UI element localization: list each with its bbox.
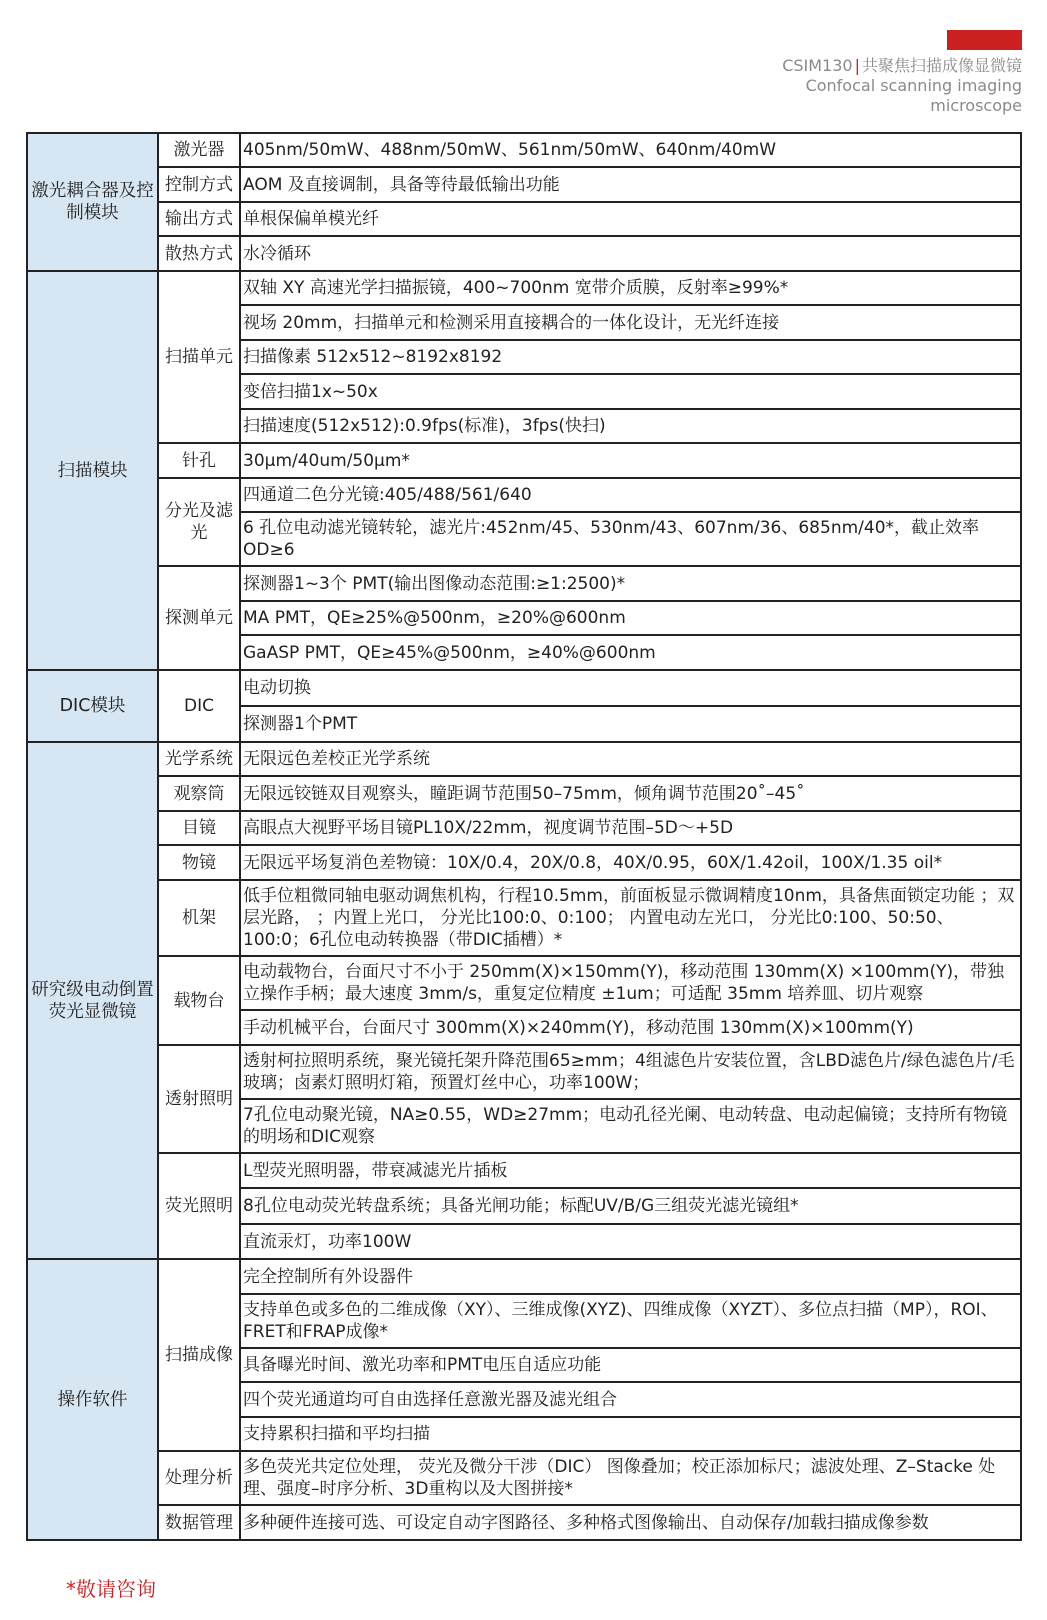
sub-cell: 扫描单元: [158, 271, 240, 443]
title-en-line-2: microscope: [930, 96, 1022, 115]
sub-cell: 物镜: [158, 845, 240, 880]
table-row: [27, 167, 1021, 202]
value-cell: 8孔位电动荧光转盘系统；具备光闸功能；标配UV/B/G三组荧光滤光镜组*: [240, 1188, 1021, 1224]
value-cell: 手动机械平台，台面尺寸 300mm(X)×240mm(Y)，移动范围 130mm(X)×100mm(Y): [240, 1010, 1021, 1045]
value-cell: 探测器1~3个 PMT(输出图像动态范围:≥1:2500)*: [240, 566, 1021, 601]
sub-cell: 荧光照明: [158, 1153, 240, 1259]
table-row: [27, 1259, 1021, 1294]
table-row: [27, 566, 1021, 601]
value-cell: 多色荧光共定位处理， 荧光及微分干涉（DIC） 图像叠加；校正添加标尺；滤波处理、Z–Stacke 处理、强度–时序分析、3D重构以及大图拼接*: [240, 1451, 1021, 1505]
table-row: [27, 133, 1021, 167]
table-row: [27, 811, 1021, 845]
value-cell: 405nm/50mW、488nm/50mW、561nm/50mW、640nm/40mW: [240, 133, 1021, 167]
title-separator: |: [854, 56, 860, 75]
value-cell: 视场 20mm，扫描单元和检测采用直接耦合的一体化设计，无光纤连接: [240, 305, 1021, 340]
sub-cell: 观察筒: [158, 776, 240, 811]
sub-cell: 激光器: [158, 133, 240, 167]
value-cell: 变倍扫描1x~50x: [240, 374, 1021, 409]
value-cell: 完全控制所有外设器件: [240, 1259, 1021, 1294]
value-cell: 具备曝光时间、激光功率和PMT电压自适应功能: [240, 1348, 1021, 1382]
value-cell: 高眼点大视野平场目镜PL10X/22mm，视度调节范围–5D～+5D: [240, 811, 1021, 845]
sub-cell: 透射照明: [158, 1045, 240, 1153]
title-cn: 共聚焦扫描成像显微镜: [861, 56, 1022, 75]
value-cell: 6 孔位电动滤光镜转轮，滤光片:452nm/45、530nm/43、607nm/36、685nm/40*，截止效率 OD≥6: [240, 512, 1021, 566]
sub-cell: 机架: [158, 880, 240, 956]
table-row: [27, 956, 1021, 1010]
table-row: [27, 202, 1021, 236]
value-cell: 7孔位电动聚光镜，NA≥0.55，WD≥27mm；电动孔径光阑、电动转盘、电动起偏镜；支持所有物镜的明场和DIC观察: [240, 1099, 1021, 1153]
table-row: [27, 670, 1021, 706]
value-cell: 低手位粗微同轴电驱动调焦机构，行程10.5mm，前面板显示微调精度10nm，具备焦面锁定功能 ；双层光路， ；内置上光口， 分光比100:0、0:100； 内置电动左光口， 分光比0:100、50:50、100:0；6孔位电动转换器（带DIC插槽）*: [240, 880, 1021, 956]
sub-cell: 探测单元: [158, 566, 240, 670]
table-row: [27, 478, 1021, 512]
value-cell: 扫描像素 512x512~8192x8192: [240, 340, 1021, 374]
sub-cell: 扫描成像: [158, 1259, 240, 1451]
sub-cell: 载物台: [158, 956, 240, 1045]
value-cell: 四通道二色分光镜:405/488/561/640: [240, 478, 1021, 512]
footnote: *敬请咨询: [66, 1577, 156, 1601]
table-row: [27, 1505, 1021, 1540]
value-cell: 单根保偏单模光纤: [240, 202, 1021, 236]
header-model-line: [782, 56, 1022, 76]
value-cell: 无限远色差校正光学系统: [240, 742, 1021, 776]
table-row: [27, 742, 1021, 776]
value-cell: 无限远铰链双目观察头，瞳距调节范围50–75mm，倾角调节范围20˚–45˚: [240, 776, 1021, 811]
value-cell: 探测器1个PMT: [240, 706, 1021, 742]
value-cell: 支持单色或多色的二维成像（XY）、三维成像(XYZ)、四维成像（XYZT）、多位点扫描（MP），ROI、FRET和FRAP成像*: [240, 1294, 1021, 1348]
value-cell: L型荧光照明器，带衰减滤光片插板: [240, 1153, 1021, 1188]
value-cell: AOM 及直接调制，具备等待最低输出功能: [240, 167, 1021, 202]
brand-accent-bar: [947, 30, 1022, 50]
value-cell: 30μm/40um/50μm*: [240, 443, 1021, 478]
table-row: [27, 236, 1021, 271]
table-row: [27, 1153, 1021, 1188]
sub-cell: 分光及滤光: [158, 478, 240, 566]
sub-cell: 针孔: [158, 443, 240, 478]
table-row: [27, 271, 1021, 305]
module-cell: 激光耦合器及控制模块: [27, 133, 158, 271]
table-row: [27, 1451, 1021, 1505]
value-cell: 扫描速度(512x512):0.9fps(标准)，3fps(快扫): [240, 409, 1021, 443]
value-cell: 直流汞灯，功率100W: [240, 1224, 1021, 1259]
value-cell: 水冷循环: [240, 236, 1021, 271]
value-cell: 电动切换: [240, 670, 1021, 706]
table-row: [27, 443, 1021, 478]
value-cell: 四个荧光通道均可自由选择任意激光器及滤光组合: [240, 1382, 1021, 1417]
sub-cell: 处理分析: [158, 1451, 240, 1505]
value-cell: 电动载物台，台面尺寸不小于 250mm(X)×150mm(Y)，移动范围 130mm(X) ×100mm(Y)，带独立操作手柄；最大速度 3mm/s，重复定位精度 ±1um；可适配 35mm 培养皿、切片观察: [240, 956, 1021, 1010]
title-en-line-1: Confocal scanning imaging: [805, 76, 1022, 95]
module-cell: 研究级电动倒置荧光显微镜: [27, 742, 158, 1259]
sub-cell: DIC: [158, 670, 240, 742]
sub-cell: 目镜: [158, 811, 240, 845]
value-cell: 支持累积扫描和平均扫描: [240, 1417, 1021, 1451]
value-cell: 无限远平场复消色差物镜：10X/0.4，20X/0.8，40X/0.95，60X/1.42oil，100X/1.35 oil*: [240, 845, 1021, 880]
sub-cell: 光学系统: [158, 742, 240, 776]
module-cell: DIC模块: [27, 670, 158, 742]
table-row: [27, 1045, 1021, 1099]
sub-cell: 控制方式: [158, 167, 240, 202]
table-row: [27, 776, 1021, 811]
module-cell: 扫描模块: [27, 271, 158, 670]
value-cell: MA PMT，QE≥25%@500nm，≥20%@600nm: [240, 601, 1021, 635]
spec-table: [26, 132, 1022, 1541]
sub-cell: 输出方式: [158, 202, 240, 236]
sub-cell: 数据管理: [158, 1505, 240, 1540]
sub-cell: 散热方式: [158, 236, 240, 271]
module-cell: 操作软件: [27, 1259, 158, 1540]
value-cell: 双轴 XY 高速光学扫描振镜，400~700nm 宽带介质膜，反射率≥99%*: [240, 271, 1021, 305]
value-cell: 透射柯拉照明系统，聚光镜托架升降范围65≥mm；4组滤色片安装位置，含LBD滤色片/绿色滤色片/毛玻璃；卤素灯照明灯箱，预置灯丝中心，功率100W；: [240, 1045, 1021, 1099]
model-code: CSIM130: [782, 56, 853, 75]
value-cell: GaASP PMT，QE≥45%@500nm，≥40%@600nm: [240, 635, 1021, 670]
value-cell: 多种硬件连接可选、可设定自动字图路径、多种格式图像输出、自动保存/加载扫描成像参数: [240, 1505, 1021, 1540]
table-row: [27, 880, 1021, 956]
table-row: [27, 845, 1021, 880]
